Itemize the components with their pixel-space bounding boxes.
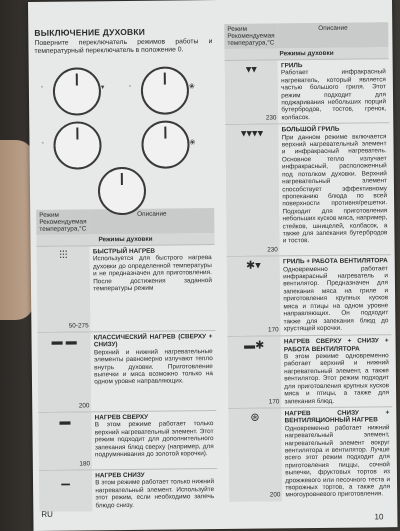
mode-knob-illustration [53,67,102,116]
row-title: БЫСТРЫЙ НАГРЕВ [92,247,155,256]
table-row [37,331,216,413]
section-title: ВЫКЛЮЧЕНИЕ ДУХОВКИ [34,26,146,38]
page-number: 10 [374,512,384,522]
row-text: В этом режиме одновременно работает верхний и нижний нагревательный элемент, а также вентилятор. Этот режим подходит для приготовления крупных кусков мяса и птицы, а также для запекания блюд. [283,352,390,405]
right-column [224,0,394,529]
table-row [38,411,217,471]
top-bottom-fan-icon: ▬✱ [244,339,265,353]
table-row [39,469,217,512]
mode-knob-illustration-3 [98,167,147,216]
row-text: Работает инфракрасный нагреватель, который является частью большого гриля. Этот режим подходит для поджаривания небольших порций бутербродов, тостов, гренок, колбасок. [280,68,387,122]
row-temp: 200 [78,401,90,410]
top-bottom-heat-icon: ▬ ▬ [51,335,77,348]
temp-knob-illustration-2 [141,120,190,169]
row-temp: 200 [269,491,281,499]
table-row [227,255,392,337]
knob-mark-icon: ◦ [41,139,45,147]
table-row [228,407,393,502]
row-text: Верхний и нижний нагревательные элементы равномерно излучают тепло внутрь духовки. Приготовление выпечки и мяса возможно только на одном уровне направляющих. [93,347,213,386]
col-mode-header: Режим [227,25,248,33]
row-temp: 180 [79,459,91,468]
knob-mark-icon: ◦ [40,83,44,91]
row-temp: 170 [268,397,280,406]
row-text: Используется для быстрого нагрева духовки до определенной температуры и не предназначен для приготовления. После достижения заданной температуры режим [92,254,212,293]
fast-heat-icon: ⫶⫶⫶ [59,249,68,262]
top-heat-icon: ▬ [59,415,71,428]
row-temp: 50-275 [68,321,89,330]
grill-icon: ▾▾ [245,63,257,76]
knob-diagram [35,58,215,210]
left-column [34,0,218,531]
language-label: RU [41,509,53,519]
row-temp: 230 [265,114,277,122]
row-title: БОЛЬШОЙ ГРИЛЬ [281,125,340,134]
row-temp: 170 [267,326,279,334]
table-section-label: Режимы духовки [36,233,214,246]
table-row [225,123,390,257]
temp-knob-illustration [141,66,190,115]
col-desc-header: Описание [137,210,167,218]
mode-knob-illustration-2 [53,121,102,170]
manual-page [28,0,398,531]
table-row [225,59,390,125]
knob-mark-icon: ◦ [128,82,132,90]
large-grill-icon: ▾▾▾▾ [240,127,264,141]
bottom-heat-icon: ▁ [61,473,70,486]
grill-fan-icon: ✱▾ [245,259,261,272]
row-text: Одновременно работает инфракрасный нагреватель и вентилятор. Предназначен для запекания мяса на гриле и приготовления крупных кусков мяса и птицы на одном уровне направляющих. Он подходит также для запекания блюд до хрустящей корочки. [283,264,389,333]
col-mode-header: Режим [39,211,59,219]
row-title: КЛАССИЧЕСКИЙ НАГРЕВ (СВЕРХУ + СНИЗУ) [93,333,213,349]
intro-text: Поверните переключатель режимов работы и температурный переключатель в положение 0. [34,38,213,55]
col-desc-header: Описание [318,24,348,32]
row-title: НАГРЕВ СВЕРХУ [94,413,149,422]
knob-mark-icon: ❀ [188,83,195,91]
row-title: НАГРЕВ СНИЗУ + ВЕНТИЛЯЦИОННЫЙ НАГРЕВ [284,409,390,425]
row-title: НАГРЕВ СНИЗУ [95,471,145,480]
knob-mark-icon: ❀ [189,139,196,147]
table-section-label: Режимы духовки [225,47,389,60]
col-temp-header: Рекомендуемая температура,°C [39,218,87,233]
row-title: ГРИЛЬ + РАБОТА ВЕНТИЛЯТОРА [282,257,388,266]
row-text: В этом режиме работает только верхний нагревательный элемент. Этот режим подходит для дополнительного запекания блюд сверху (например, для подрумянивания до золотой корочки). [94,420,214,459]
row-text: Одновременно работает нижний нагревательный элемент, нагревательный элемент вокруг вентилятора и вентилятор. Лучше всего этот режим подходит для приготовления пиццы, сочной выпечки, фруктовых тортов из дрожжевого или песочного теста и творожных тортов, а также для многоуровневого приготовления. [284,423,391,499]
row-title: НАГРЕВ СВЕРХУ + СНИЗУ + РАБОТА ВЕНТИЛЯТОРА [283,337,389,353]
bottom-fan-icon: ⊛ [250,411,260,424]
table-row [228,335,393,408]
modes-table-right [224,22,393,501]
row-text: При данном режиме включается верхний нагревательный элемент и инфракрасный нагреватель. Основное тепло излучает инфракрасный, расположенный под потолком духовки. Верхний нагревательный элемент способствует эффективному пропеканию блюда по всей поверхности противня/решетки. Подходит для приготовления небольших кусков мяса, например, стейков, шницелей, колбасок, а также для запекания бутербродов и тостов. [281,132,388,245]
table-row [37,245,216,333]
row-temp: 230 [267,246,278,254]
row-title: ГРИЛЬ [280,62,303,70]
row-text: В этом режиме работает только нижний нагревательный элемент. Используйте этот режим, если необходимо запечь блюдо снизу. [95,478,215,509]
modes-table-left [36,208,217,512]
col-temp-header: Рекомендуемая температура,°C [227,32,275,47]
knob-mark-icon: ▾ [100,84,105,92]
